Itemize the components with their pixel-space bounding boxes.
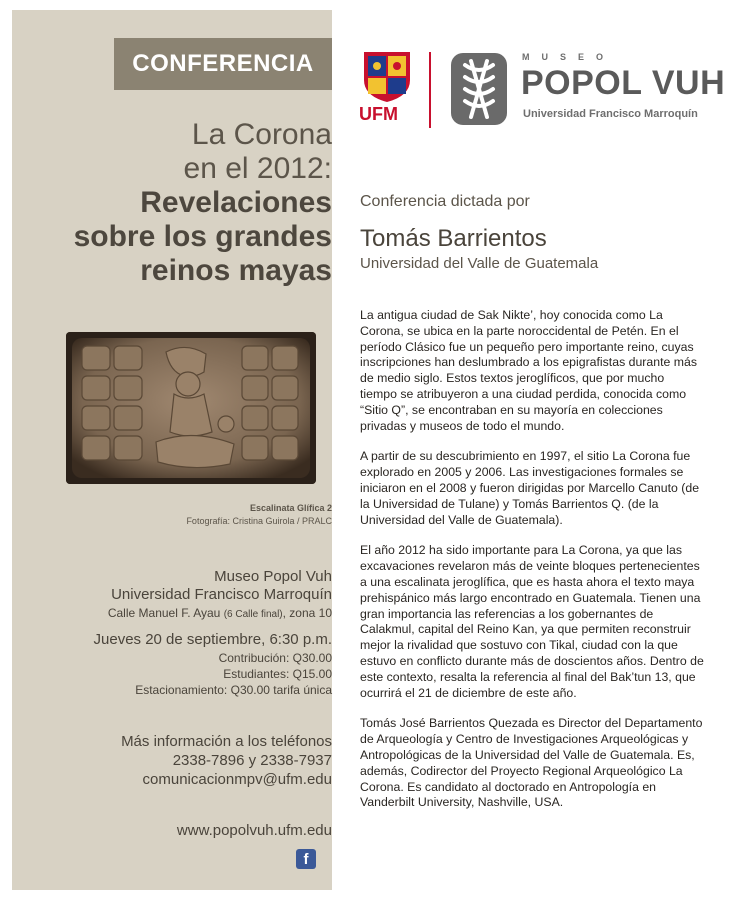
- caption-title: Escalinata Glífica 2: [249, 503, 332, 513]
- contact-label: Más información a los teléfonos: [121, 733, 332, 750]
- paragraph: A partir de su descubrimiento en 1997, el sitio La Corona fue explorado en 2005 y 2006. Las investigaciones formales se iniciaron en el 2008 y fueron dirigidas por Marcello Canuto (de la Universidad de Tulane) y Tomás Barrientos Q. (de la Universidad del Valle de Guatemala).: [360, 449, 700, 527]
- venue-address-zone: , zona 10: [282, 606, 332, 620]
- photo-caption: [186, 502, 332, 528]
- title-line-5: reinos mayas: [140, 254, 332, 287]
- event-schedule: [94, 630, 332, 698]
- price-parking: Estacionamiento: Q30.00 tarifa única: [135, 683, 332, 697]
- popol-vuh-wordmark: POPOL VUH: [521, 64, 726, 102]
- title-line-2: en el 2012:: [183, 152, 332, 185]
- title-line-4: sobre los grandes: [73, 220, 332, 253]
- popol-vuh-knot-logo: [451, 53, 507, 125]
- title-line-1: La Corona: [191, 118, 332, 151]
- speaker-institution: Universidad del Valle de Guatemala: [360, 255, 599, 272]
- price-students: Estudiantes: Q15.00: [223, 667, 332, 681]
- lecture-description: [360, 308, 704, 826]
- speaker-name: Tomás Barrientos: [360, 225, 547, 252]
- event-title: [32, 118, 332, 288]
- paragraph: El año 2012 ha sido importante para La Corona, ya que las excavaciones revelaron más de veinte bloques pertenecientes a una escalinata jeroglífica, que es hasta ahora el texto maya prehispánico más largo encontrado en Guatemala. Tienen una gran importancia las referencias a los gobernantes de Calakmul, capital del Reino Kan, ya que permiten reconstruir mejor la rivalidad que sostuvo con Tikal, ciudad con la que estuvo en conflicto durante más de doscientos años. Dentro de este contexto, resalta la referencia al final del Bak’tun 13, que ocurrirá el 21 de diciembre de este año.: [360, 543, 704, 700]
- contact-phones: 2338-7896 y 2338-7937: [172, 752, 332, 769]
- venue-address: [108, 604, 332, 624]
- paragraph: Tomás José Barrientos Quezada es Director del Departamento de Arqueología y Centro de Investigaciones Arqueológicas y Antropológicas de la Universidad del Valle de Guatemala. Es, además, Codirector del Proyecto Regional Arqueológico La Corona. Es candidato al doctorado en Antropología en Vanderbilt University, Nashville, USA.: [360, 716, 703, 810]
- lecture-by-label: Conferencia dictada por: [360, 193, 530, 210]
- conference-banner: CONFERENCIA: [114, 38, 332, 90]
- university-wordmark: Universidad Francisco Marroquín: [523, 108, 698, 120]
- ufm-wordmark: UFM: [359, 104, 398, 124]
- facebook-icon[interactable]: f: [296, 849, 316, 869]
- title-line-3: Revelaciones: [140, 186, 332, 219]
- logo-divider: [429, 52, 431, 128]
- venue-name: Museo Popol Vuh: [214, 568, 332, 585]
- venue-address-street: Calle Manuel F. Ayau: [107, 606, 224, 620]
- venue-address-note: (6 Calle final): [223, 609, 283, 620]
- museo-label: MUSEO: [522, 52, 616, 62]
- contact-email[interactable]: comunicacionmpv@ufm.edu: [142, 771, 332, 788]
- caption-credit: Fotografía: Cristina Guirola / PRALC: [186, 516, 332, 526]
- venue-info: [108, 568, 332, 624]
- event-date-time: Jueves 20 de septiembre, 6:30 p.m.: [93, 631, 332, 648]
- venue-university: Universidad Francisco Marroquín: [111, 586, 332, 603]
- price-contribution: Contribución: Q30.00: [218, 651, 332, 665]
- paragraph: La antigua ciudad de Sak Nikte’, hoy conocida como La Corona, se ubica en la parte noroccidental de Petén. En el período Clásico fue un pequeño pero importante reino, cuyas inscripciones han deslumbrado a los epigrafistas durante más de medio siglo. Estos textos jeroglíficos, que por mucho tiempo se atribuyeron a una ciudad perdida, conocida como “Sitio Q”, se encontraban en su mayoría en colecciones privadas y museos de todo el mundo.: [360, 308, 697, 433]
- glyphic-stairway-photo: [66, 332, 316, 484]
- website-link[interactable]: www.popolvuh.ufm.edu: [176, 822, 332, 839]
- contact-info: [121, 732, 332, 789]
